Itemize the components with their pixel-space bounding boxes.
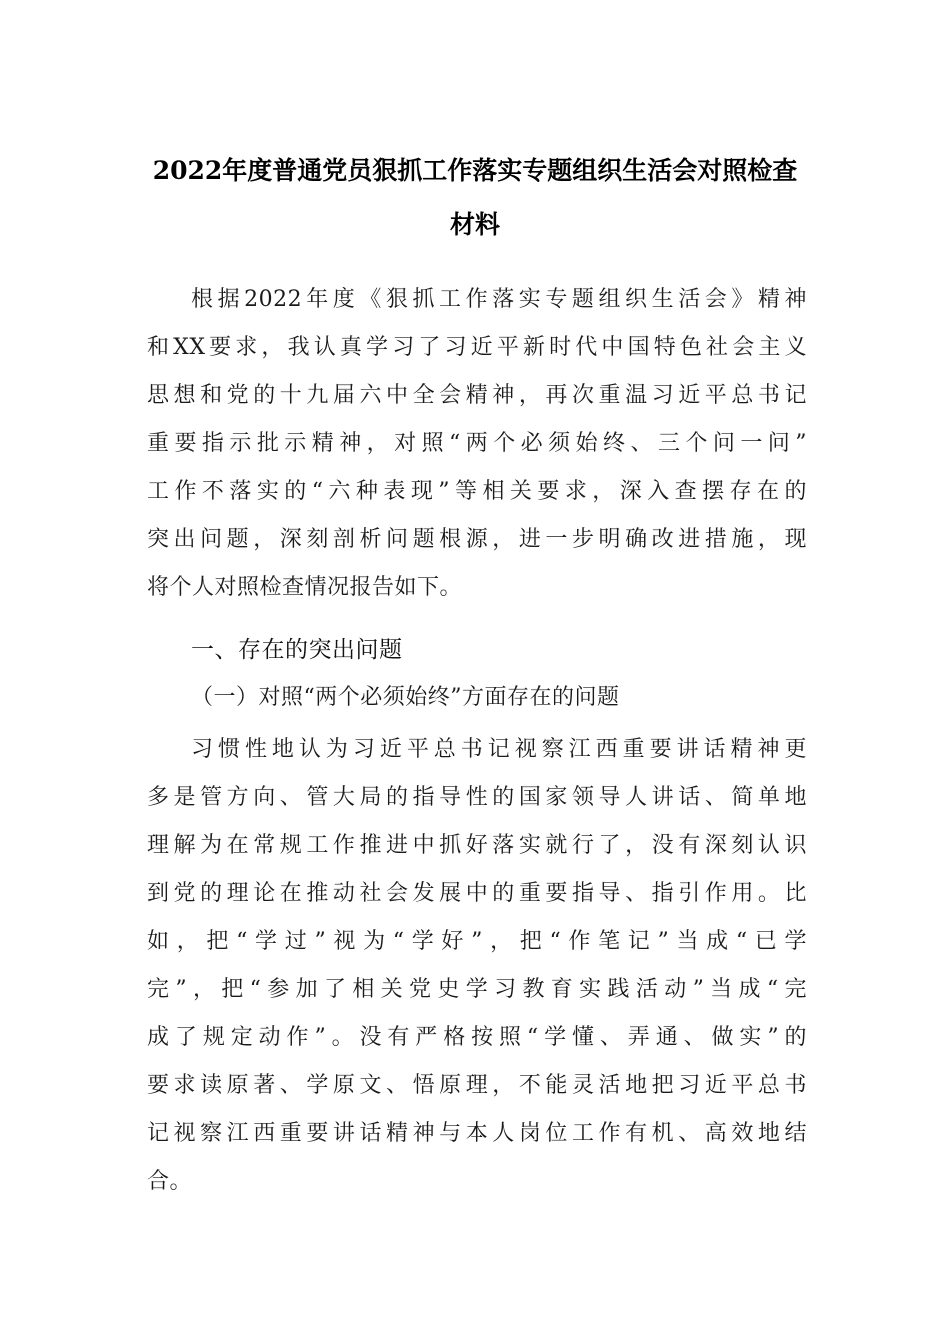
paragraph-line: 要求读原著、学原文、悟原理，不能灵活地把习近平总书 [147,1073,807,1098]
paragraph-line: 记视察江西重要讲话精神与本人岗位工作有机、高效地结 [147,1121,807,1146]
paragraph-line: 完”，把“参加了相关党史学习教育实践活动”当成“完 [147,977,807,1002]
paragraph-line: 思想和党的十九届六中全会精神，再次重温习近平总书记 [147,383,807,408]
document-title-line-2: 材料 [449,210,500,239]
paragraph-line: 到党的理论在推动社会发展中的重要指导、指引作用。比 [147,881,807,906]
intro-paragraph [147,276,807,612]
section-heading: 一、存在的突出问题 [191,637,403,663]
paragraph-line: 合。 [147,1169,193,1194]
paragraph-line: 和XX要求，我认真学习了习近平新时代中国特色社会主义 [147,335,807,360]
paragraph-line: 突出问题，深刻剖析问题根源，进一步明确改进措施，现 [147,527,807,552]
paragraph-line: 理解为在常规工作推进中抓好落实就行了，没有深刻认识 [147,833,807,858]
issue-paragraph [147,726,807,1206]
subsection-heading: （一）对照“两个必须始终”方面存在的问题 [191,685,620,710]
paragraph-line: 多是管方向、管大局的指导性的国家领导人讲话、简单地 [147,785,807,810]
document-title-line-1: 2022年度普通党员狠抓工作落实专题组织生活会对照检查 [152,156,798,185]
paragraph-line: 如，把“学过”视为“学好”，把“作笔记”当成“已学 [147,929,807,954]
paragraph-line: 将个人对照检查情况报告如下。 [147,575,463,600]
paragraph-line: 重要指示批示精神，对照“两个必须始终、三个问一问” [147,431,807,456]
paragraph-line: 习惯性地认为习近平总书记视察江西重要讲话精神更 [191,737,807,762]
paragraph-line: 成了规定动作”。没有严格按照“学懂、弄通、做实”的 [147,1025,807,1050]
paragraph-line: 根据2022年度《狠抓工作落实专题组织生活会》精神 [191,287,807,312]
paragraph-line: 工作不落实的“六种表现”等相关要求，深入查摆存在的 [147,479,807,504]
